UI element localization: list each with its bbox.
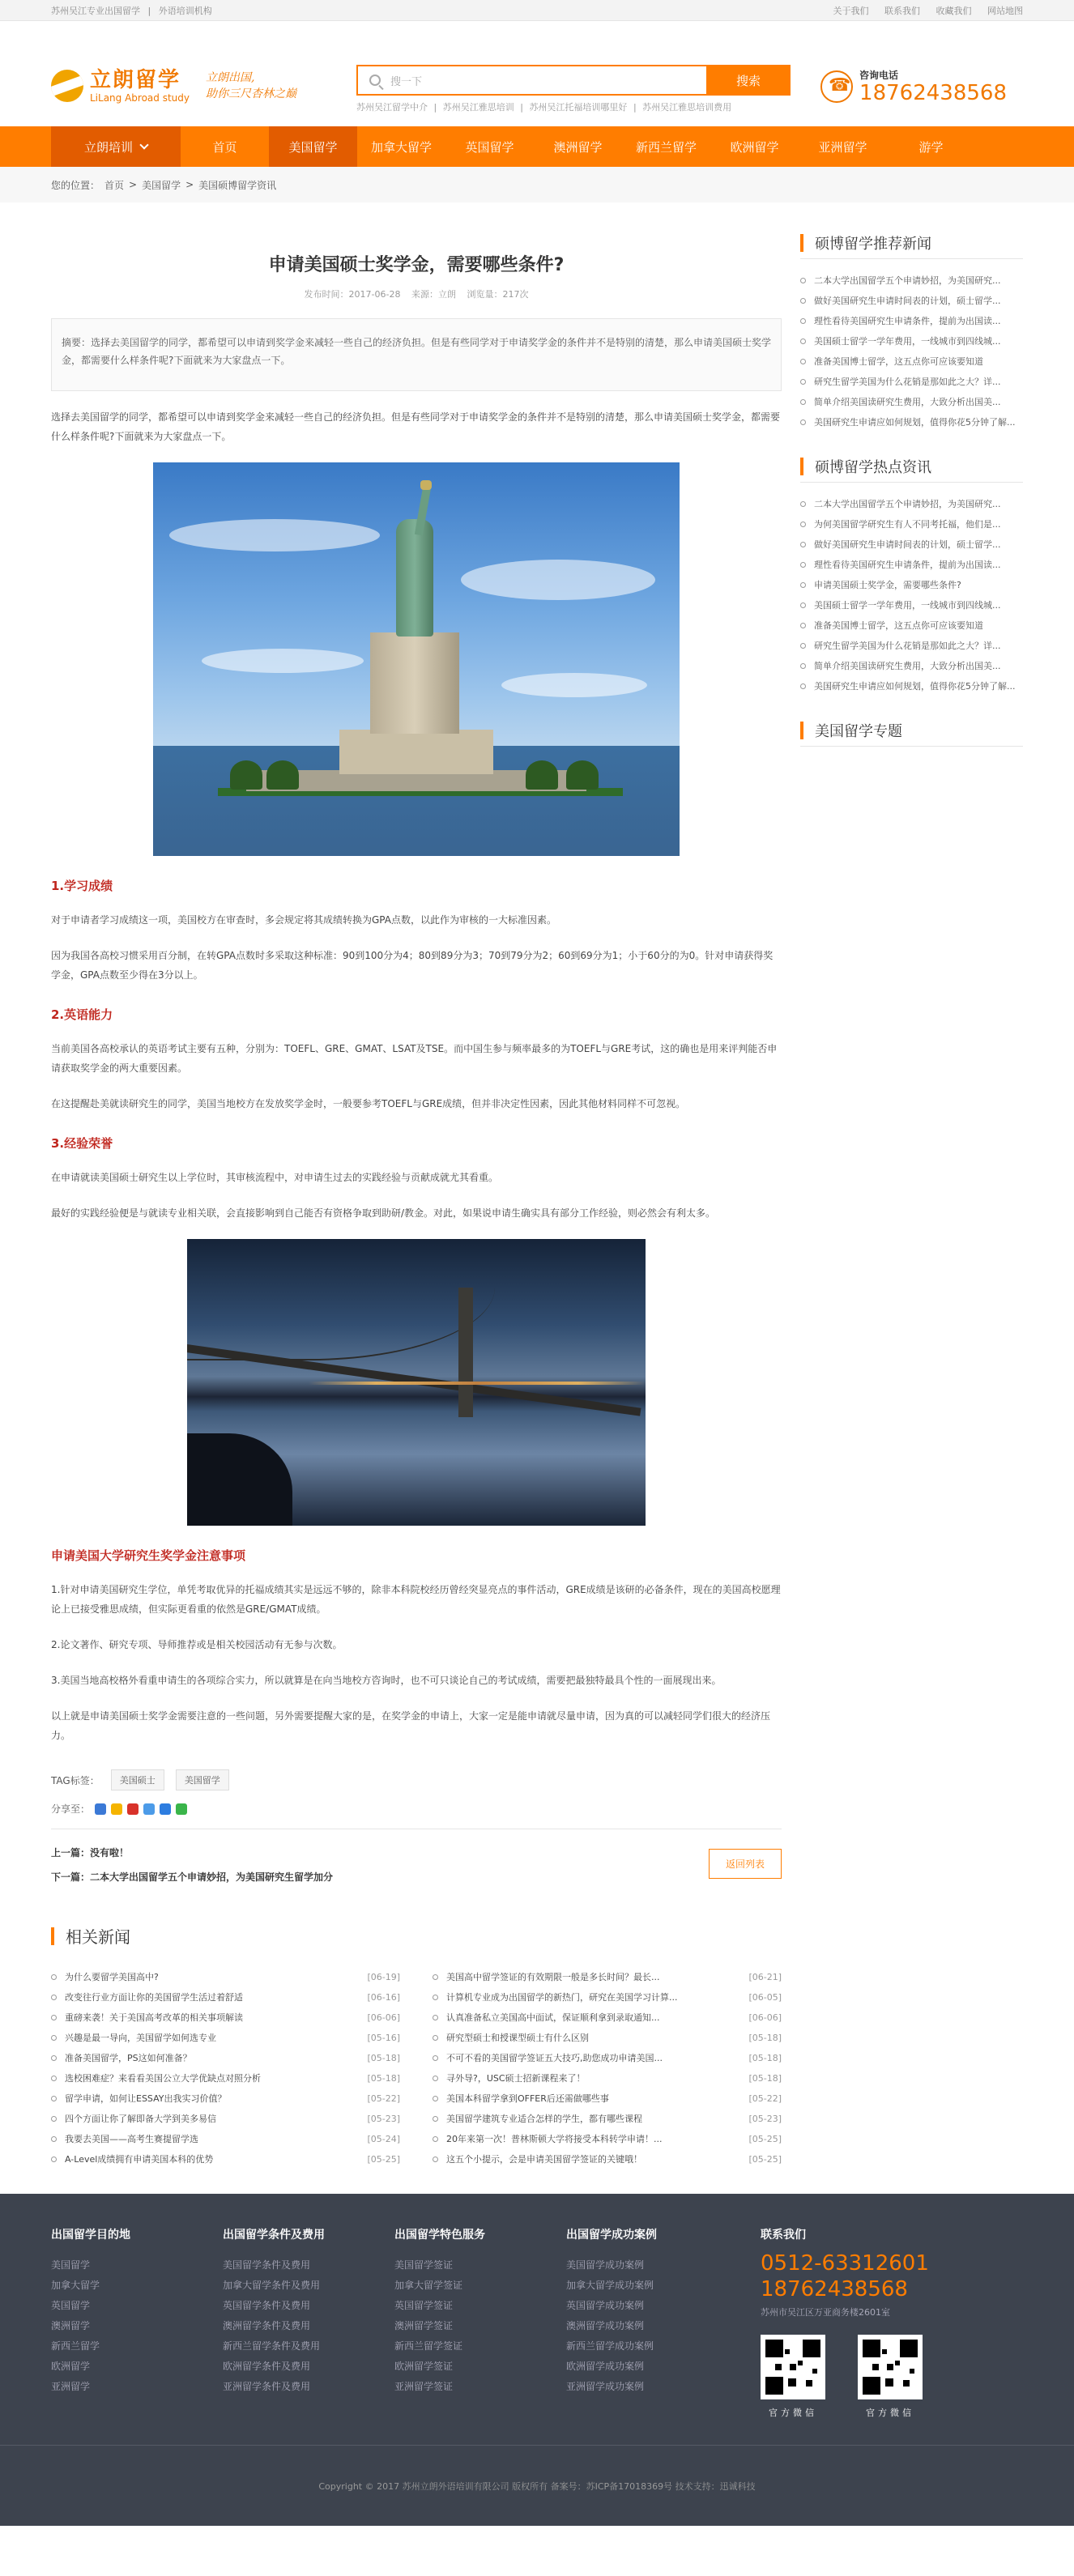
related-news-title-text[interactable]: 为什么要留学美国高中?: [51, 1967, 159, 1987]
footer-col-costs: [223, 2226, 394, 2445]
bookmark-link[interactable]: 收藏我们: [935, 6, 972, 16]
chevron-down-icon: [139, 140, 148, 149]
qr-label: 官方微信: [866, 2408, 914, 2418]
related-news-title-text[interactable]: 选校困难症？来看看美国公立大学优缺点对照分析: [51, 2068, 261, 2088]
contact-title: 联系我们: [761, 2229, 806, 2242]
hot-news-item[interactable]: 美国研究生申请应如何规划，值得你花5分钟了解...: [800, 676, 1023, 696]
footer-link[interactable]: 欧洲留学: [51, 2361, 91, 2372]
footer-link[interactable]: 美国留学成功案例: [566, 2259, 645, 2271]
prev-article-link[interactable]: 上一篇：没有啦！: [51, 1847, 130, 1859]
related-news-title-text[interactable]: 美国本科留学拿到OFFER后还需做哪些事: [433, 2088, 609, 2109]
nav-training-label: 立朗培训: [83, 139, 133, 155]
prev-next-nav: [51, 1829, 782, 1893]
phone-icon: [820, 70, 853, 103]
related-news-title-text[interactable]: 研究型硕士和授课型硕士有什么区别: [433, 2028, 589, 2048]
qr-code-icon: [761, 2335, 825, 2399]
footer-contact: [761, 2226, 1004, 2445]
logo-title: 立朗留学: [90, 68, 181, 92]
share-wechat-icon[interactable]: [176, 1803, 187, 1815]
breadcrumb-usa[interactable]: 美国留学: [142, 179, 181, 191]
related-news-item[interactable]: [433, 2129, 782, 2149]
article-title: 申请美国硕士奖学金，需要哪些条件?: [268, 255, 565, 275]
related-news-date: [05-16]: [367, 2033, 400, 2043]
slogan-line-1: 立朗出国,: [206, 71, 255, 84]
related-news-title-text[interactable]: 兴趣是最一导向，美国留学如何选专业: [51, 2028, 216, 2048]
share-bar: [51, 1802, 782, 1816]
recommend-news-item[interactable]: 准备美国博士留学，这五点你可应该要知道: [800, 351, 1023, 372]
article: [51, 227, 782, 2169]
hot-news-header: [800, 450, 1023, 483]
related-news-item[interactable]: [51, 2068, 400, 2088]
hot-news-item[interactable]: 为何美国留学研究生有人不同考托福，他们是...: [800, 514, 1023, 534]
hot-news-item[interactable]: 二本大学出国留学五个申请妙招，为美国研究...: [800, 494, 1023, 514]
search-area: [356, 65, 791, 113]
contact-link[interactable]: 联系我们: [884, 6, 920, 16]
section-heading-experience: 3.经验荣誉: [51, 1136, 113, 1151]
next-article-link[interactable]: 下一篇：二本大学出国留学五个申请妙招，为美国研究生留学加分: [51, 1871, 334, 1883]
related-news-date: [05-18]: [748, 2073, 782, 2084]
nav-item-canada[interactable]: 加拿大留学: [370, 139, 432, 155]
top-bar-text: 苏州吴江专业出国留学: [51, 6, 140, 16]
related-news-date: [05-25]: [748, 2154, 782, 2165]
footer-link[interactable]: 美国留学签证: [394, 2259, 454, 2271]
site-header: [0, 21, 1074, 126]
related-news-date: [06-21]: [748, 1972, 782, 1982]
share-qzone-icon[interactable]: [95, 1803, 106, 1815]
related-news-title-text[interactable]: 寻外导?，USC硕士招新课程来了！: [433, 2068, 586, 2088]
footer-link[interactable]: 澳洲留学条件及费用: [223, 2320, 311, 2331]
footer-link[interactable]: 欧洲留学成功案例: [566, 2361, 645, 2372]
accent-bar: [800, 722, 803, 739]
hot-news-item[interactable]: 理性看待美国研究生申请条件，提前为出国读...: [800, 555, 1023, 575]
article-paragraph: 因为我国各高校习惯采用百分制，在转GPA点数时多采取这种标准：90到100分为4；80到89分为3；70到79分为2；60到69分为1；小于60分的为0。针对申请获得奖学金，GPA点数至少得在3分以上。: [51, 950, 774, 981]
related-news-item[interactable]: [51, 2088, 400, 2109]
recommend-news-item[interactable]: 做好美国研究生申请时间表的计划，硕士留学...: [800, 291, 1023, 311]
article-summary: 以上就是申请美国硕士奖学金需要注意的一些问题，另外需要提醒大家的是，在奖学金的申请上，大家一定是能申请就尽量申请，因为真的可以减轻同学们很大的经济压力。: [51, 1710, 771, 1741]
contact-phone-1: 0512-63312601: [761, 2251, 929, 2276]
related-news-title-text[interactable]: 美国高中留学签证的有效期限一般是多长时间？最长...: [433, 1967, 660, 1987]
article-abstract: 摘要：选择去美国留学的同学，都希望可以申请到奖学金来减轻一些自己的经济负担。但是有些同学对于申请奖学金的条件并不是特别的清楚，那么申请美国硕士奖学金，都需要什么样条件呢?下面就来为大家盘点一下。: [51, 318, 782, 391]
recommend-news-title: 硕博留学推荐新闻: [815, 235, 931, 253]
share-star-icon[interactable]: [111, 1803, 122, 1815]
article-meta: [51, 287, 782, 300]
article-paragraph: 2.论文著作、研究专项、导师推荐或是相关校园活动有无参与次数。: [51, 1639, 343, 1650]
logo-subtitle: LiLang Abroad study: [90, 92, 190, 104]
hotline-label: 咨询电话: [859, 70, 899, 81]
wechat-qr-2: [858, 2335, 923, 2419]
logo-icon: [51, 70, 83, 102]
related-news-title-text[interactable]: 这五个小提示，会是申请美国留学签证的关键哦！: [433, 2149, 642, 2169]
hot-news-block: [800, 450, 1023, 696]
recommend-news-header: [800, 227, 1023, 259]
footer-col-title: 出国留学成功案例: [566, 2229, 657, 2242]
related-news-date: [06-05]: [748, 1992, 782, 2003]
section-heading-grades: 1.学习成绩: [51, 879, 113, 893]
related-news-header: [51, 1924, 782, 1948]
related-news-item[interactable]: [51, 1987, 400, 2008]
hot-link[interactable]: 苏州吴江托福培训哪里好: [529, 102, 628, 113]
search-button[interactable]: 搜索: [706, 65, 791, 96]
slogan-line-2: 助你三尺杏林之巅: [206, 87, 296, 100]
related-news-title-text[interactable]: 留学申请，如何让ESSAY出我实习价值？: [51, 2088, 227, 2109]
recommend-news-block: [800, 227, 1023, 432]
sidebar: [800, 227, 1023, 2169]
footer-link[interactable]: 加拿大留学签证: [394, 2280, 463, 2291]
top-bar-links: [820, 4, 1024, 17]
related-news-date: [05-22]: [748, 2093, 782, 2104]
hot-link-sep: |: [520, 102, 523, 113]
footer-link[interactable]: 美国留学: [51, 2259, 91, 2271]
footer-link[interactable]: 澳洲留学成功案例: [566, 2320, 645, 2331]
footer-link[interactable]: 欧洲留学条件及费用: [223, 2361, 311, 2372]
footer-link[interactable]: 亚洲留学成功案例: [566, 2381, 645, 2392]
topic-header: [800, 714, 1023, 747]
related-news-item[interactable]: [433, 2088, 782, 2109]
article-paragraph: 在申请就读美国硕士研究生以上学位时，其审核流程中，对申请生过去的实践经验与贡献成就尤其看重。: [51, 1172, 499, 1183]
related-news-date: [06-19]: [367, 1972, 400, 1982]
footer-col-title: 出国留学条件及费用: [223, 2229, 325, 2242]
article-paragraph: 最好的实践经验便是与就读专业相关联，会直接影响到自己能否有资格争取到助研/教金。对此，如果说申请生确实具有部分工作经验，则必然会有利太多。: [51, 1207, 716, 1219]
related-news-list: [51, 1967, 782, 2169]
breadcrumb-sep: >: [129, 179, 138, 190]
nav-item-study-tour[interactable]: 游学: [918, 139, 944, 155]
related-news-title-text[interactable]: 四个方面让你了解即备大学到美多易信: [51, 2109, 216, 2129]
footer-link[interactable]: 欧洲留学签证: [394, 2361, 454, 2372]
top-bar-sep: |: [147, 6, 151, 16]
related-news-item[interactable]: [51, 2129, 400, 2149]
nav-item-home[interactable]: 首页: [212, 139, 237, 155]
nav-item-australia[interactable]: 澳洲留学: [553, 139, 603, 155]
nav-training-dropdown[interactable]: [51, 126, 181, 167]
top-bar-text: 外语培训机构: [158, 6, 212, 16]
article-paragraph: 3.美国当地高校格外看重申请生的各项综合实力，所以就算是在向当地校方咨询时，也不可只谈论自己的考试成绩，需要把最独特最具个性的一面展现出来。: [51, 1675, 722, 1686]
statue-of-liberty-image: [153, 462, 680, 856]
related-news-date: [05-24]: [367, 2134, 400, 2144]
top-bar-left: [51, 4, 217, 17]
topic-block: [800, 714, 1023, 747]
accent-bar: [800, 234, 803, 252]
tags-label: TAG标签：: [51, 1774, 100, 1786]
slogan: [206, 70, 296, 102]
hot-link-sep: |: [433, 102, 437, 113]
footer-link[interactable]: 亚洲留学条件及费用: [223, 2381, 311, 2392]
related-news-item[interactable]: [51, 2149, 400, 2169]
footer-link[interactable]: 美国留学条件及费用: [223, 2259, 311, 2271]
footer-link[interactable]: 亚洲留学: [51, 2381, 91, 2392]
footer-link[interactable]: 澳洲留学: [51, 2320, 91, 2331]
article-source: 来源：立朗: [411, 289, 456, 300]
qr-code-icon: [858, 2335, 923, 2399]
footer-link[interactable]: 加拿大留学: [51, 2280, 100, 2291]
breadcrumb-current[interactable]: 美国硕博留学资讯: [198, 179, 277, 191]
footer-link[interactable]: 澳洲留学签证: [394, 2320, 454, 2331]
related-news-item[interactable]: [51, 1967, 400, 1987]
hot-news-item[interactable]: 美国硕士留学一学年费用，一线城市到四线城...: [800, 595, 1023, 615]
breadcrumb-sep: >: [185, 179, 194, 190]
related-news-title-text[interactable]: 20年来第一次！普林斯顿大学将接受本科转学申请！...: [433, 2129, 663, 2149]
hot-link[interactable]: 苏州吴江雅思培训: [442, 102, 514, 113]
topic-title[interactable]: 美国留学专题: [815, 722, 902, 740]
article-tags: [51, 1769, 782, 1790]
related-news-date: [05-25]: [748, 2134, 782, 2144]
tag-usa-master[interactable]: 美国硕士: [111, 1769, 164, 1790]
footer-link[interactable]: 英国留学: [51, 2300, 91, 2311]
wechat-qr-1: [761, 2335, 825, 2419]
footer-col-services: [394, 2226, 566, 2445]
related-news-title-text[interactable]: 准备美国留学，PS这如何准备？: [51, 2048, 192, 2068]
hot-news-title: 硕博留学热点资讯: [815, 458, 931, 476]
related-news-date: [05-18]: [748, 2053, 782, 2063]
hot-search-links: [356, 100, 791, 113]
related-news-date: [05-25]: [367, 2154, 400, 2165]
related-news-title-text[interactable]: 不可不看的美国留学签证五大技巧,助您成功申请美国...: [433, 2048, 663, 2068]
recommend-news-item[interactable]: 研究生留学美国为什么花销是那如此之大？详...: [800, 372, 1023, 392]
related-news-item[interactable]: [51, 2028, 400, 2048]
hot-news-item[interactable]: 简单介绍美国读研究生费用，大致分析出国美...: [800, 656, 1023, 676]
related-news-title-text[interactable]: 认真准备私立美国高中面试，保证顺利拿到录取通知...: [433, 2008, 660, 2028]
hot-news-item[interactable]: 做好美国研究生申请时间表的计划，硕士留学...: [800, 534, 1023, 555]
hot-link[interactable]: 苏州吴江留学中介: [356, 102, 428, 113]
nav-item-usa[interactable]: 美国留学: [269, 126, 357, 167]
sitemap-link[interactable]: 网站地图: [987, 6, 1023, 16]
footer-link[interactable]: 英国留学条件及费用: [223, 2300, 311, 2311]
footer-link[interactable]: 亚洲留学签证: [394, 2381, 454, 2392]
related-news-date: [05-23]: [748, 2114, 782, 2124]
search-input[interactable]: [356, 65, 706, 96]
search-icon: [369, 75, 381, 86]
share-label: 分享至：: [51, 1803, 91, 1815]
article-views: 浏览量：217次: [467, 289, 529, 300]
accent-bar: [800, 458, 803, 475]
related-news-date: [05-18]: [367, 2053, 400, 2063]
related-news-date: [06-16]: [367, 1992, 400, 2003]
footer-link[interactable]: 新西兰留学: [51, 2340, 100, 2352]
hot-link[interactable]: 苏州吴江雅思培训费用: [642, 102, 732, 113]
hot-news-item[interactable]: 准备美国博士留学，这五点你可应该要知道: [800, 615, 1023, 636]
nav-item-europe[interactable]: 欧洲留学: [730, 139, 779, 155]
related-news-item[interactable]: [433, 1967, 782, 1987]
recommend-news-item[interactable]: 理性看待美国研究生申请条件，提前为出国读...: [800, 311, 1023, 331]
article-intro: 选择去美国留学的同学，都希望可以申请到奖学金来减轻一些自己的经济负担。但是有些同学对于申请奖学金的条件并不是特别的清楚，那么申请美国硕士奖学金，都需要什么样条件呢?下面就来为大家盘点一下。: [51, 411, 781, 442]
tag-usa-study[interactable]: 美国留学: [176, 1769, 229, 1790]
related-news-item[interactable]: [51, 2048, 400, 2068]
related-news-item[interactable]: [433, 2068, 782, 2088]
breadcrumb-label: 您的位置：: [51, 179, 100, 191]
hotline-number: 18762438568: [859, 81, 1007, 105]
breadcrumb: [0, 167, 1074, 202]
footer-col-title: 出国留学目的地: [51, 2229, 130, 2242]
contact-address: 苏州市吴江区万亚商务楼2601室: [761, 2307, 890, 2318]
nav-item-asia[interactable]: 亚洲留学: [818, 139, 867, 155]
footer-link[interactable]: 新西兰留学条件及费用: [223, 2340, 321, 2352]
search-placeholder: 搜一下: [390, 75, 423, 88]
qr-label: 官方微信: [769, 2408, 817, 2418]
related-news-item[interactable]: [51, 2008, 400, 2028]
contact-phone-2: 18762438568: [761, 2277, 908, 2301]
related-news-item[interactable]: [433, 1987, 782, 2008]
section-heading-notes: 申请美国大学研究生奖学金注意事项: [51, 1548, 246, 1563]
article-paragraph: 当前美国各高校承认的英语考试主要有五种，分别为：TOEFL、GRE、GMAT、LSAT及TSE。而中国生参与频率最多的为TOEFL与GRE考试，这的确也是用来评判能否申请获取奖学金的两大重要因素。: [51, 1043, 778, 1074]
related-news-title-text[interactable]: 改变往行业方面让你的美国留学生活过着舒适: [51, 1987, 243, 2008]
footer-link[interactable]: 英国留学签证: [394, 2300, 454, 2311]
share-renren-icon[interactable]: [160, 1803, 171, 1815]
related-news-title-text[interactable]: 美国留学建筑专业适合怎样的学生，都有哪些课程: [433, 2109, 642, 2129]
accent-bar: [51, 1927, 54, 1945]
recommend-news-item[interactable]: 二本大学出国留学五个申请妙招，为美国研究...: [800, 270, 1023, 291]
nav-item-newzealand[interactable]: 新西兰留学: [635, 139, 697, 155]
related-news-title-text[interactable]: 计算机专业成为出国留学的新热门，研究在美国学习计算...: [433, 1987, 678, 2008]
article-paragraph: 在这提醒赴美就读研究生的同学，美国当地校方在发放奖学金时，一般要参考TOEFL与GRE成绩，但并非决定性因素，因此其他材料同样不可忽视。: [51, 1098, 686, 1109]
footer-col-destinations: [51, 2226, 223, 2445]
related-news-title-text[interactable]: 我要去美国——高考生赛提留学选: [51, 2129, 198, 2149]
footer-col-cases: [566, 2226, 738, 2445]
footer-link[interactable]: 新西兰留学成功案例: [566, 2340, 654, 2352]
footer-link[interactable]: 加拿大留学成功案例: [566, 2280, 654, 2291]
related-news-date: [05-18]: [367, 2073, 400, 2084]
top-bar: [0, 0, 1074, 21]
site-footer: [0, 2194, 1074, 2526]
about-link[interactable]: 关于我们: [833, 6, 869, 16]
recommend-news-item[interactable]: 美国硕士留学一学年费用，一线城市到四线城...: [800, 331, 1023, 351]
related-news-date: [05-18]: [748, 2033, 782, 2043]
article-paragraph: 对于申请者学习成绩这一项，美国校方在审查时，多会规定将其成绩转换为GPA点数，以此作为审核的一大标准因素。: [51, 914, 556, 926]
related-news-title: 相关新闻: [66, 1927, 130, 1947]
hot-link-sep: |: [633, 102, 637, 113]
recommend-news-item[interactable]: 简单介绍美国读研究生费用，大致分析出国美...: [800, 392, 1023, 412]
related-news-date: [06-06]: [748, 2012, 782, 2023]
footer-col-title: 出国留学特色服务: [394, 2229, 485, 2242]
related-news-title-text[interactable]: A-Level成绩拥有申请美国本科的优势: [51, 2149, 213, 2169]
footer-link[interactable]: 新西兰留学签证: [394, 2340, 463, 2352]
back-to-list-button[interactable]: 返回列表: [709, 1849, 782, 1879]
breadcrumb-home[interactable]: 首页: [104, 179, 125, 191]
related-news-date: [06-06]: [367, 2012, 400, 2023]
share-tencent-icon[interactable]: [143, 1803, 155, 1815]
nav-item-uk[interactable]: 英国留学: [465, 139, 514, 155]
footer-link[interactable]: 英国留学成功案例: [566, 2300, 645, 2311]
hot-news-item[interactable]: 研究生留学美国为什么花销是那如此之大？详...: [800, 636, 1023, 656]
related-news-item[interactable]: [433, 2008, 782, 2028]
related-news-date: [05-23]: [367, 2114, 400, 2124]
related-news-title-text[interactable]: 重磅来袭！关于美国高考改革的相关事项解读: [51, 2008, 243, 2028]
hotline: [820, 68, 1007, 104]
copyright: Copyright © 2017 苏州立朗外语培训有限公司 版权所有 备案号：苏ICP备17018369号 技术支持：迅诚科技: [0, 2445, 1074, 2526]
main-nav: [0, 126, 1074, 167]
bridge-image: [187, 1239, 646, 1526]
section-heading-english: 2.英语能力: [51, 1007, 113, 1022]
share-weibo-icon[interactable]: [127, 1803, 139, 1815]
related-news-item[interactable]: [433, 2149, 782, 2169]
recommend-news-item[interactable]: 美国研究生申请应如何规划，值得你花5分钟了解...: [800, 412, 1023, 432]
related-news-item[interactable]: [433, 2028, 782, 2048]
hot-news-item[interactable]: 申请美国硕士奖学金，需要哪些条件?: [800, 575, 1023, 595]
related-news-item[interactable]: [433, 2048, 782, 2068]
related-news-item[interactable]: [51, 2109, 400, 2129]
related-news-item[interactable]: [433, 2109, 782, 2129]
related-news-date: [05-22]: [367, 2093, 400, 2104]
footer-link[interactable]: 加拿大留学条件及费用: [223, 2280, 321, 2291]
site-logo[interactable]: [51, 68, 296, 104]
article-date: 发布时间：2017-06-28: [304, 289, 401, 300]
article-paragraph: 1.针对申请美国研究生学位，单凭考取优异的托福成绩其实是远远不够的，除非本科院校经历曾经突显亮点的事件活动，GRE成绩是该研的必备条件，现在的美国高校愿理论上已接受雅思成绩，但实际更看重的依然是GRE/GMAT成绩。: [51, 1584, 781, 1615]
